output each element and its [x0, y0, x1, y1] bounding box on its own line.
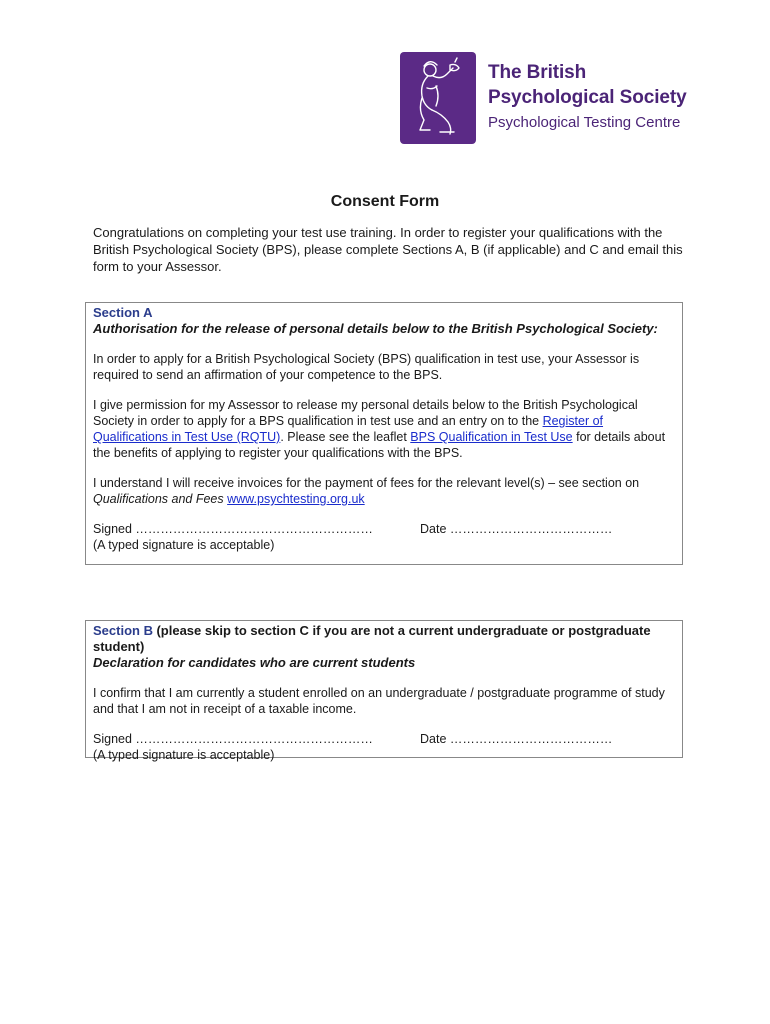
section-a-label: Section A	[93, 305, 153, 320]
section-a-p2-mid: . Please see the leaflet	[280, 430, 411, 444]
section-b-date-field[interactable]: Date …………………………………	[420, 732, 613, 746]
section-a-signed-field[interactable]: Signed …………………………………………………	[93, 522, 373, 536]
org-name-line2: Psychological Society	[488, 87, 687, 108]
section-a-signature-row	[93, 521, 675, 537]
section-a	[85, 302, 683, 565]
psychtesting-link[interactable]: www.psychtesting.org.uk	[227, 492, 365, 506]
org-name	[488, 60, 687, 110]
intro-paragraph: Congratulations on completing your test use training. In order to register your qualifications with the British Psychological Society (BPS), please complete Sections A, B (if applicable) and C and email this form to your Assessor.	[93, 225, 683, 274]
bps-qualification-link[interactable]: BPS Qualification in Test Use	[410, 430, 573, 444]
section-a-paragraph-1: In order to apply for a British Psychological Society (BPS) qualification in test use, your Assessor is required to send an affirmation of your competence to the BPS.	[93, 352, 640, 382]
section-a-paragraph-3	[93, 475, 675, 507]
section-b-paragraph-1: I confirm that I am currently a student enrolled on an undergraduate / postgraduate programme of study and that I am not in receipt of a taxable income.	[93, 686, 665, 716]
section-b-note: (please skip to section C if you are not a current undergraduate or postgraduate student)	[93, 623, 651, 654]
section-b-heading	[93, 623, 675, 655]
section-a-p2-end: for details about the benefits of applying to register your qualifications with the BPS.	[93, 430, 666, 460]
bps-logo-icon	[400, 52, 476, 144]
page-title: Consent Form	[330, 193, 440, 210]
section-a-date-field[interactable]: Date …………………………………	[420, 522, 613, 536]
section-a-p2-start: I give permission for my Assessor to release my personal details below to the British Psychological Society in order to apply for a BPS qualification in test use and an entry on to the	[93, 398, 638, 428]
section-b-label: Section B	[93, 623, 153, 638]
qualifications-fees-text: Qualifications and Fees	[93, 492, 224, 506]
section-b	[85, 620, 683, 762]
rqtu-link[interactable]: Register of Qualifications in Test Use (RQTU)	[93, 414, 604, 444]
section-a-p3-start: I understand I will receive invoices for the payment of fees for the relevant level(s) – see section on	[93, 476, 640, 490]
org-name-line1: The British	[488, 62, 587, 83]
section-b-signed-field[interactable]: Signed …………………………………………………	[93, 732, 373, 746]
section-a-subtitle: Authorisation for the release of personal details below to the British Psychological Society:	[93, 321, 658, 336]
section-b-signature-note: (A typed signature is acceptable)	[93, 748, 275, 762]
org-subtitle: Psychological Testing Centre	[488, 114, 681, 131]
section-b-subtitle: Declaration for candidates who are current students	[93, 655, 416, 670]
section-a-signature-note: (A typed signature is acceptable)	[93, 538, 275, 552]
section-b-signature-row	[93, 731, 675, 747]
section-a-paragraph-2	[93, 397, 675, 461]
